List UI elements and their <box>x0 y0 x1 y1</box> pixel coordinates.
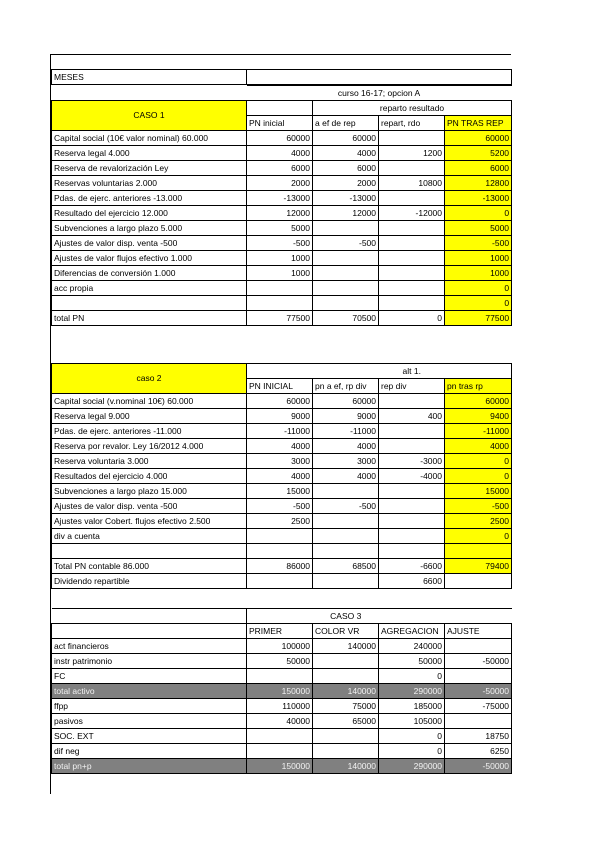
row-label: Resultados del ejercicio 4.000 <box>52 469 247 484</box>
table-cell <box>313 281 379 296</box>
table-cell <box>379 439 445 454</box>
table-cell <box>313 296 379 311</box>
table-row <box>52 684 512 699</box>
column-header: repart, rdo <box>379 116 445 131</box>
table-cell: 60000 <box>313 394 379 409</box>
table-cell: 15000 <box>247 484 313 499</box>
table-cell: -500 <box>445 499 512 514</box>
table-cell: 1000 <box>445 251 512 266</box>
table-row <box>52 529 512 544</box>
table-cell: -13000 <box>445 191 512 206</box>
table-cell: 6600 <box>379 574 445 589</box>
table-cell: 5200 <box>445 146 512 161</box>
row-label: Diferencias de conversión 1.000 <box>52 266 247 281</box>
table-cell: -500 <box>313 236 379 251</box>
caso2-subheader: alt 1. <box>313 364 512 379</box>
table-cell <box>247 281 313 296</box>
table-cell <box>379 221 445 236</box>
table-cell: 185000 <box>379 699 445 714</box>
table-cell: 3000 <box>247 454 313 469</box>
row-label: Pdas. de ejerc. anteriores -13.000 <box>52 191 247 206</box>
table-row <box>52 514 512 529</box>
table-row <box>52 639 512 654</box>
sheet-top-border <box>50 54 511 55</box>
table-cell <box>379 544 445 559</box>
table-row <box>52 221 512 236</box>
table-cell: 50000 <box>379 654 445 669</box>
table-row <box>52 454 512 469</box>
table-cell: 6000 <box>313 161 379 176</box>
row-label: Ajustes valor Cobert. flujos efectivo 2.500 <box>52 514 247 529</box>
table-cell: -50000 <box>445 684 512 699</box>
table-cell: 77500 <box>247 311 313 326</box>
table-cell <box>445 544 512 559</box>
table-cell <box>379 266 445 281</box>
table-cell: 5000 <box>445 221 512 236</box>
table-row <box>52 281 512 296</box>
table-cell: -500 <box>247 499 313 514</box>
table-cell <box>313 654 379 669</box>
table-cell: 0 <box>445 281 512 296</box>
table-cell <box>379 394 445 409</box>
table-cell: -500 <box>445 236 512 251</box>
row-label <box>52 544 247 559</box>
table-cell <box>247 296 313 311</box>
table-cell: 1000 <box>445 266 512 281</box>
column-header: pn tras rp <box>445 379 512 394</box>
table-cell: 2500 <box>247 514 313 529</box>
table-cell <box>313 544 379 559</box>
table-cell: 86000 <box>247 559 313 574</box>
table-cell: 4000 <box>247 469 313 484</box>
table-cell: 150000 <box>247 759 313 774</box>
table-cell <box>313 744 379 759</box>
table-cell <box>379 236 445 251</box>
table-cell: 110000 <box>247 699 313 714</box>
row-label: total pn+p <box>52 759 247 774</box>
column-header: AJUSTE <box>445 624 512 639</box>
table-cell: 0 <box>379 744 445 759</box>
table-cell <box>313 484 379 499</box>
table-cell <box>379 191 445 206</box>
table-row <box>52 146 512 161</box>
table-cell: -4000 <box>379 469 445 484</box>
table-row <box>52 176 512 191</box>
table-cell <box>379 484 445 499</box>
caso3-table <box>51 608 512 774</box>
table-cell: 4000 <box>247 146 313 161</box>
table-cell: 12000 <box>247 206 313 221</box>
table-row <box>52 759 512 774</box>
row-label: Reservas voluntarias 2.000 <box>52 176 247 191</box>
row-label: Pdas. de ejerc. anteriores -11.000 <box>52 424 247 439</box>
table-cell: 1200 <box>379 146 445 161</box>
table-cell: 140000 <box>313 684 379 699</box>
table-row <box>52 394 512 409</box>
table-cell <box>247 729 313 744</box>
table-cell <box>379 251 445 266</box>
table-row <box>52 161 512 176</box>
row-label: Reserva legal 4.000 <box>52 146 247 161</box>
caso2-table <box>51 363 512 589</box>
table-row <box>52 311 512 326</box>
column-header: PN TRAS REP <box>445 116 512 131</box>
meses-label: MESES <box>52 70 247 85</box>
table-row <box>52 744 512 759</box>
column-header: rep div <box>379 379 445 394</box>
column-header: PRIMER <box>247 624 313 639</box>
table-cell: 6000 <box>445 161 512 176</box>
row-label: SOC. EXT <box>52 729 247 744</box>
table-row <box>52 574 512 589</box>
table-cell <box>247 544 313 559</box>
table-cell <box>379 281 445 296</box>
table-cell: 65000 <box>313 714 379 729</box>
table-cell: -13000 <box>313 191 379 206</box>
table-cell <box>313 514 379 529</box>
row-label: Capital social (v.nominal 10€) 60.000 <box>52 394 247 409</box>
row-label: Total PN contable 86.000 <box>52 559 247 574</box>
table-cell: 0 <box>445 454 512 469</box>
table-cell <box>313 529 379 544</box>
table-row <box>52 266 512 281</box>
table-cell: 40000 <box>247 714 313 729</box>
table-cell: 60000 <box>445 131 512 146</box>
table-cell <box>379 529 445 544</box>
table-row <box>52 236 512 251</box>
row-label: Reserva por revalor. Ley 16/2012 4.000 <box>52 439 247 454</box>
row-label: div a cuenta <box>52 529 247 544</box>
table-cell: 4000 <box>313 439 379 454</box>
row-label: Reserva voluntaria 3.000 <box>52 454 247 469</box>
table-row <box>52 439 512 454</box>
meses-table <box>51 69 512 85</box>
table-cell: 4000 <box>313 146 379 161</box>
table-cell: 77500 <box>445 311 512 326</box>
table-cell <box>379 499 445 514</box>
table-cell: 9400 <box>445 409 512 424</box>
table-cell <box>379 131 445 146</box>
row-label: instr patrimonio <box>52 654 247 669</box>
table-cell: 5000 <box>247 221 313 236</box>
table-cell: -11000 <box>247 424 313 439</box>
column-header: pn a ef, rp div <box>313 379 379 394</box>
table-cell: 60000 <box>313 131 379 146</box>
table-cell: 18750 <box>445 729 512 744</box>
row-label: Reserva legal 9.000 <box>52 409 247 424</box>
table-cell: 4000 <box>247 439 313 454</box>
table-cell: 0 <box>379 311 445 326</box>
table-row <box>52 499 512 514</box>
column-header: a ef de rep <box>313 116 379 131</box>
table-cell: 9000 <box>247 409 313 424</box>
table-cell: 0 <box>445 206 512 221</box>
table-cell: 3000 <box>313 454 379 469</box>
caso3-title: CASO 3 <box>247 609 445 624</box>
table-row <box>52 191 512 206</box>
caso2-title: caso 2 <box>52 364 247 394</box>
table-cell: 100000 <box>247 639 313 654</box>
table-cell: 60000 <box>247 394 313 409</box>
table-row <box>52 131 512 146</box>
table-cell: 4000 <box>445 439 512 454</box>
table-cell: 15000 <box>445 484 512 499</box>
table-row <box>52 699 512 714</box>
table-cell: -75000 <box>445 699 512 714</box>
row-label: FC <box>52 669 247 684</box>
table-cell: 70500 <box>313 311 379 326</box>
table-cell: 12800 <box>445 176 512 191</box>
table-cell <box>445 714 512 729</box>
table-cell <box>313 266 379 281</box>
table-row <box>52 251 512 266</box>
caso1-subheader: reparto resultado <box>313 101 512 116</box>
table-cell: 240000 <box>379 639 445 654</box>
column-header: COLOR VR <box>313 624 379 639</box>
row-label: Ajustes de valor flujos efectivo 1.000 <box>52 251 247 266</box>
caso1-title: CASO 1 <box>52 101 247 131</box>
column-header: PN INICIAL <box>247 379 313 394</box>
row-label: acc propia <box>52 281 247 296</box>
table-cell: 0 <box>379 669 445 684</box>
table-cell: 0 <box>379 729 445 744</box>
row-label: dif neg <box>52 744 247 759</box>
table-cell: 50000 <box>247 654 313 669</box>
column-header: PN inicial <box>247 116 313 131</box>
table-cell: 6250 <box>445 744 512 759</box>
table-cell <box>247 529 313 544</box>
table-cell: 140000 <box>313 639 379 654</box>
row-label: total activo <box>52 684 247 699</box>
table-cell: -50000 <box>445 654 512 669</box>
table-cell: 12000 <box>313 206 379 221</box>
table-row <box>52 469 512 484</box>
table-cell <box>313 669 379 684</box>
table-cell: 0 <box>445 296 512 311</box>
table-cell: 1000 <box>247 266 313 281</box>
table-row <box>52 544 512 559</box>
table-cell: 6000 <box>247 161 313 176</box>
table-cell: 150000 <box>247 684 313 699</box>
caso1-course: curso 16-17; opcion A <box>247 86 512 101</box>
table-cell: 400 <box>379 409 445 424</box>
table-cell <box>445 574 512 589</box>
row-label: Subvenciones a largo plazo 15.000 <box>52 484 247 499</box>
table-cell <box>379 424 445 439</box>
table-cell: 105000 <box>379 714 445 729</box>
table-row <box>52 669 512 684</box>
table-cell: 10800 <box>379 176 445 191</box>
table-row <box>52 484 512 499</box>
table-cell: 290000 <box>379 759 445 774</box>
table-cell <box>247 574 313 589</box>
table-cell <box>247 669 313 684</box>
table-row <box>52 714 512 729</box>
table-cell: 2500 <box>445 514 512 529</box>
table-cell: 290000 <box>379 684 445 699</box>
table-row <box>52 296 512 311</box>
table-cell <box>379 296 445 311</box>
row-label: Dividendo repartible <box>52 574 247 589</box>
table-row <box>52 424 512 439</box>
table-row <box>52 729 512 744</box>
row-label: Capital social (10€ valor nominal) 60.000 <box>52 131 247 146</box>
table-cell: 79400 <box>445 559 512 574</box>
table-cell <box>313 729 379 744</box>
row-label: ffpp <box>52 699 247 714</box>
table-cell: -500 <box>313 499 379 514</box>
table-cell: 0 <box>445 529 512 544</box>
table-cell <box>445 639 512 654</box>
table-cell <box>313 574 379 589</box>
table-row <box>52 206 512 221</box>
table-cell <box>247 744 313 759</box>
table-cell: 4000 <box>313 469 379 484</box>
table-cell: 60000 <box>445 394 512 409</box>
row-label: act financieros <box>52 639 247 654</box>
table-cell: -3000 <box>379 454 445 469</box>
table-cell <box>445 669 512 684</box>
table-cell: 2000 <box>313 176 379 191</box>
table-row <box>52 409 512 424</box>
table-row <box>52 654 512 669</box>
row-label: Ajustes de valor disp. venta -500 <box>52 499 247 514</box>
table-cell: 140000 <box>313 759 379 774</box>
column-header: AGREGACION <box>379 624 445 639</box>
table-cell: 2000 <box>247 176 313 191</box>
table-cell: 68500 <box>313 559 379 574</box>
row-label: Reserva de revalorización Ley <box>52 161 247 176</box>
table-cell <box>313 221 379 236</box>
row-label: pasivos <box>52 714 247 729</box>
table-cell <box>313 251 379 266</box>
table-cell <box>379 514 445 529</box>
table-cell: -11000 <box>313 424 379 439</box>
table-cell: -50000 <box>445 759 512 774</box>
row-label: Ajustes de valor disp. venta -500 <box>52 236 247 251</box>
table-cell: -500 <box>247 236 313 251</box>
table-cell: 9000 <box>313 409 379 424</box>
table-row <box>52 559 512 574</box>
table-cell: 75000 <box>313 699 379 714</box>
row-label: total PN <box>52 311 247 326</box>
table-cell: 0 <box>445 469 512 484</box>
table-cell: 1000 <box>247 251 313 266</box>
row-label: Subvenciones a largo plazo 5.000 <box>52 221 247 236</box>
table-cell: -6600 <box>379 559 445 574</box>
table-cell: 60000 <box>247 131 313 146</box>
table-cell: -12000 <box>379 206 445 221</box>
table-cell: -11000 <box>445 424 512 439</box>
row-label: Resultado del ejercicio 12.000 <box>52 206 247 221</box>
table-cell: -13000 <box>247 191 313 206</box>
row-label <box>52 296 247 311</box>
caso1-table <box>51 85 512 326</box>
table-cell <box>379 161 445 176</box>
